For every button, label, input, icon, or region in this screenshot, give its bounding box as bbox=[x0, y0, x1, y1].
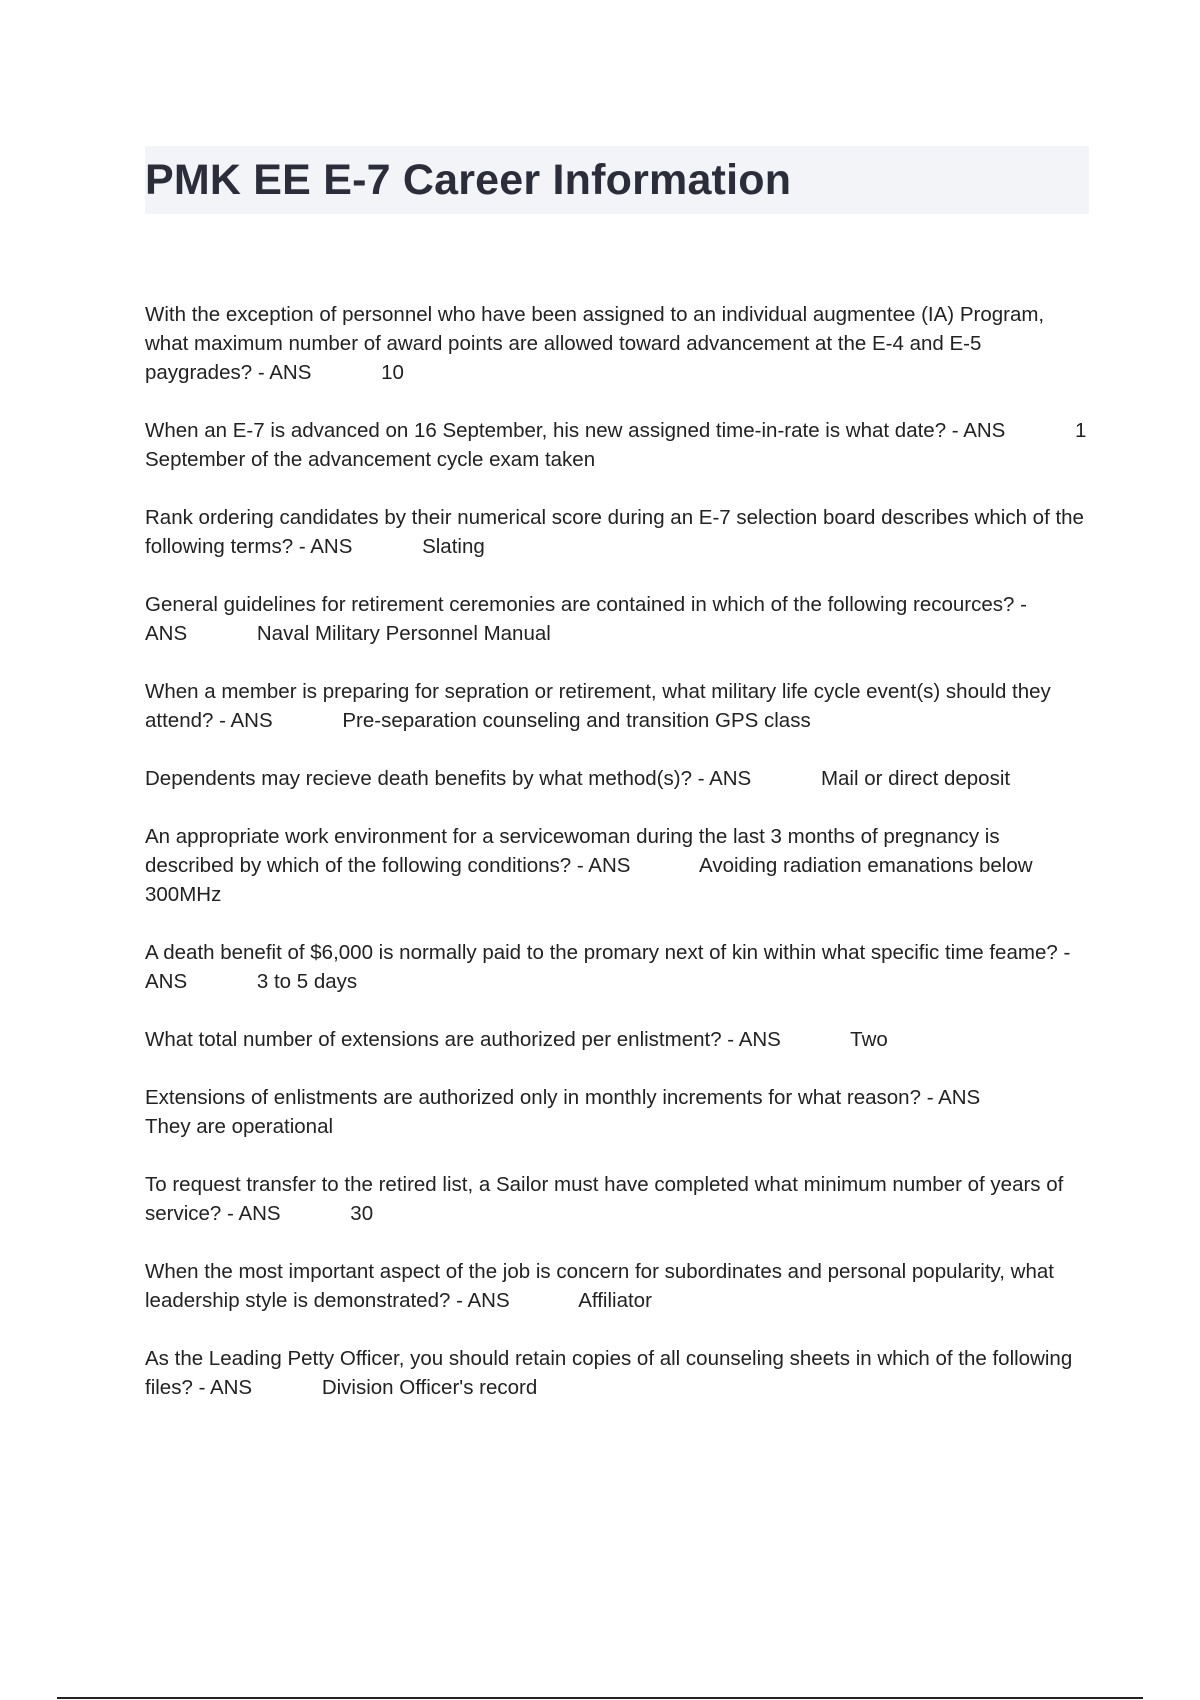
question-text: With the exception of personnel who have been assigned to an individual augmentee (IA) Program, what maximum number of award points are allowed toward advancement at the E-4 and E-5 paygrades? bbox=[145, 303, 1045, 384]
qa-item bbox=[145, 1257, 1090, 1315]
answer-label: - ANS bbox=[727, 1028, 781, 1051]
question-text: General guidelines for retirement ceremonies are contained in which of the following recources? bbox=[145, 593, 1015, 616]
answer-text: 30 bbox=[350, 1202, 374, 1225]
answer-label: - ANS bbox=[145, 593, 1027, 645]
answer-text: Slating bbox=[422, 535, 485, 558]
answer-text: Affiliator bbox=[578, 1289, 652, 1312]
answer-text: 10 bbox=[381, 361, 404, 384]
qa-item bbox=[145, 1083, 1090, 1141]
answer-text: Pre-separation counseling and transition GPS class bbox=[342, 709, 811, 732]
qa-list bbox=[145, 300, 1090, 1431]
qa-item bbox=[145, 416, 1090, 474]
qa-item bbox=[145, 300, 1090, 387]
qa-item bbox=[145, 1170, 1090, 1228]
qa-item bbox=[145, 590, 1090, 648]
question-text: When a member is preparing for sepration or retirement, what military life cycle event(s) should they attend? bbox=[145, 680, 1051, 732]
qa-item bbox=[145, 938, 1090, 996]
footer-rule bbox=[57, 1697, 1143, 1699]
qa-item bbox=[145, 1344, 1090, 1402]
answer-label: - ANS bbox=[145, 941, 1071, 993]
answer-text: 1 September of the advancement cycle exam taken bbox=[145, 419, 1087, 471]
question-text: Extensions of enlistments are authorized only in monthly increments for what reason? bbox=[145, 1086, 921, 1109]
title-band bbox=[145, 146, 1089, 214]
qa-item bbox=[145, 822, 1090, 909]
question-text: As the Leading Petty Officer, you should retain copies of all counseling sheets in which of the following files? bbox=[145, 1347, 1073, 1399]
qa-item bbox=[145, 503, 1090, 561]
answer-label: - ANS bbox=[219, 709, 273, 732]
answer-text: Avoiding radiation emanations below 300MHz bbox=[145, 854, 1033, 906]
answer-text: Division Officer's record bbox=[321, 1376, 538, 1399]
answer-text: Two bbox=[850, 1028, 888, 1051]
question-text: When an E-7 is advanced on 16 September, his new assigned time-in-rate is what date? bbox=[145, 419, 947, 442]
answer-label: - ANS bbox=[697, 767, 752, 790]
question-text: Rank ordering candidates by their numerical score during an E-7 selection board describes which of the following terms? bbox=[145, 506, 1084, 558]
answer-label: - ANS bbox=[257, 361, 312, 384]
page-title: PMK EE E-7 Career Information bbox=[145, 155, 792, 204]
answer-label: - ANS bbox=[456, 1289, 510, 1312]
qa-item bbox=[145, 677, 1090, 735]
answer-label: - ANS bbox=[198, 1376, 253, 1399]
question-text: Dependents may recieve death benefits by what method(s)? bbox=[145, 767, 692, 790]
answer-label: - ANS bbox=[576, 854, 631, 877]
answer-text: Mail or direct deposit bbox=[820, 767, 1011, 790]
question-text: When the most important aspect of the job is concern for subordinates and personal popularity, what leadership style is demonstrated? bbox=[145, 1260, 1054, 1312]
answer-text: Naval Military Personnel Manual bbox=[256, 622, 551, 645]
question-text: What total number of extensions are authorized per enlistment? bbox=[145, 1028, 722, 1051]
answer-label: - ANS bbox=[926, 1086, 981, 1109]
question-text: To request transfer to the retired list, a Sailor must have completed what minimum number of years of service? bbox=[145, 1173, 1064, 1225]
qa-item bbox=[145, 1025, 1090, 1054]
question-text: An appropriate work environment for a servicewoman during the last 3 months of pregnancy is described by which of the following conditions? bbox=[145, 825, 1000, 877]
question-text: A death benefit of $6,000 is normally paid to the promary next of kin within what specific time feame? bbox=[145, 941, 1058, 964]
qa-item bbox=[145, 764, 1090, 793]
answer-label: - ANS bbox=[951, 419, 1006, 442]
answer-text: 3 to 5 days bbox=[256, 970, 358, 993]
answer-label: - ANS bbox=[298, 535, 353, 558]
answer-text: They are operational bbox=[145, 1115, 334, 1138]
answer-label: - ANS bbox=[227, 1202, 281, 1225]
